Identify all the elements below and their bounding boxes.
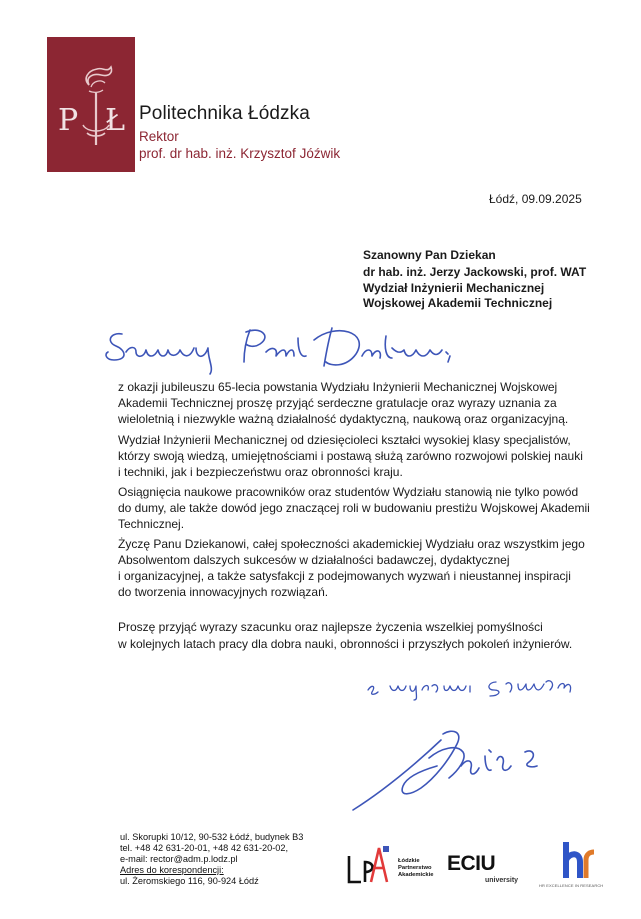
lpa-name-3: Akademickie — [398, 872, 434, 878]
body-line: Proszę przyjąć wyrazy szacunku oraz najlepsze życzenia wszelkiej pomyślności — [118, 620, 543, 634]
body-line: i techniki, jak i bezpieczeństwu oraz obronności kraju. — [118, 465, 403, 479]
recipient-faculty: Wydział Inżynierii Mechanicznej — [363, 281, 545, 295]
university-name: Politechnika Łódzka — [139, 103, 310, 124]
rector-title: Rektor — [139, 129, 179, 144]
rector-name: prof. dr hab. inż. Krzysztof Jóźwik — [139, 146, 341, 161]
handwritten-salutation — [100, 318, 480, 376]
body-line: w kolejnych latach pracy dla dobra nauki, obronności i przyszłych pokoleń inżynierów. — [118, 637, 573, 651]
body-line: i organizacyjnej, a także satysfakcji z podejmowanych wyzwań i nieustannej inspiracji — [118, 569, 571, 583]
letter-date: Łódź, 09.09.2025 — [489, 192, 582, 206]
footer-email[interactable]: e-mail: rector@adm.p.lodz.pl — [120, 854, 238, 864]
body-line: Wydział Inżynierii Mechanicznej od dziesięcioleci kształci wysokiej klasy specjalistów, — [118, 433, 571, 447]
handwritten-closing — [360, 668, 590, 702]
university-logo — [47, 37, 135, 172]
body-line: Życzę Panu Dziekanowi, całej społeczności akademickiej Wydziału oraz wszystkim jego — [118, 537, 585, 551]
footer-correspondence-label: Adres do korespondencji: — [120, 865, 224, 875]
torch-emblem-icon — [47, 37, 135, 172]
recipient-salutation: Szanowny Pan Dziekan — [363, 248, 496, 262]
signature — [345, 722, 555, 814]
lpa-name-1: Łódzkie — [398, 858, 420, 864]
svg-text:P: P — [58, 103, 79, 138]
eciu-logo: ECIU — [447, 852, 496, 875]
body-line: wieloletnią i niezwykle ważną działalność dydaktyczną, naukową oraz organizacyjną. — [118, 412, 569, 426]
hr-excellence-text: HR EXCELLENCE IN RESEARCH — [539, 883, 604, 888]
hr-excellence-logo-icon — [560, 838, 596, 882]
body-line: którzy swoją wiedzą, umiejętnościami i postawą służą zarówno rozwojowi polskiej nauki — [118, 449, 583, 463]
body-line: Technicznej. — [118, 517, 185, 531]
lpa-name-2: Partnerstwo — [398, 865, 432, 871]
body-line: do tworzenia innowacyjnych rozwiązań. — [118, 585, 329, 599]
recipient-name: dr hab. inż. Jerzy Jackowski, prof. WAT — [363, 265, 587, 279]
body-line: do dumy, ale także dowód jego znaczącej roli w budowaniu prestiżu Wojskowej Akademii — [118, 501, 590, 515]
eciu-subtitle: university — [485, 877, 519, 884]
recipient-academy: Wojskowej Akademii Technicznej — [363, 296, 553, 310]
body-line: Osiągnięcia naukowe pracowników oraz studentów Wydziału stanowią nie tylko powód — [118, 485, 579, 499]
footer-correspondence-address: ul. Żeromskiego 116, 90-924 Łódź — [120, 876, 259, 886]
body-line: Akademii Technicznej proszę przyjąć serdeczne gratulacje oraz wyrazy uznania za — [118, 396, 557, 410]
body-line: z okazji jubileuszu 65-lecia powstania Wydziału Inżynierii Mechanicznej Wojskowej — [118, 380, 558, 394]
svg-text:Ł: Ł — [105, 103, 126, 138]
body-line: Absolwentom dalszych sukcesów w działalności badawczej, dydaktycznej — [118, 553, 510, 567]
lpa-logo-icon — [345, 842, 395, 887]
footer-phone: tel. +48 42 631-20-01, +48 42 631-20-02, — [120, 843, 289, 853]
footer-address: ul. Skorupki 10/12, 90-532 Łódź, budynek B3 — [120, 832, 304, 842]
